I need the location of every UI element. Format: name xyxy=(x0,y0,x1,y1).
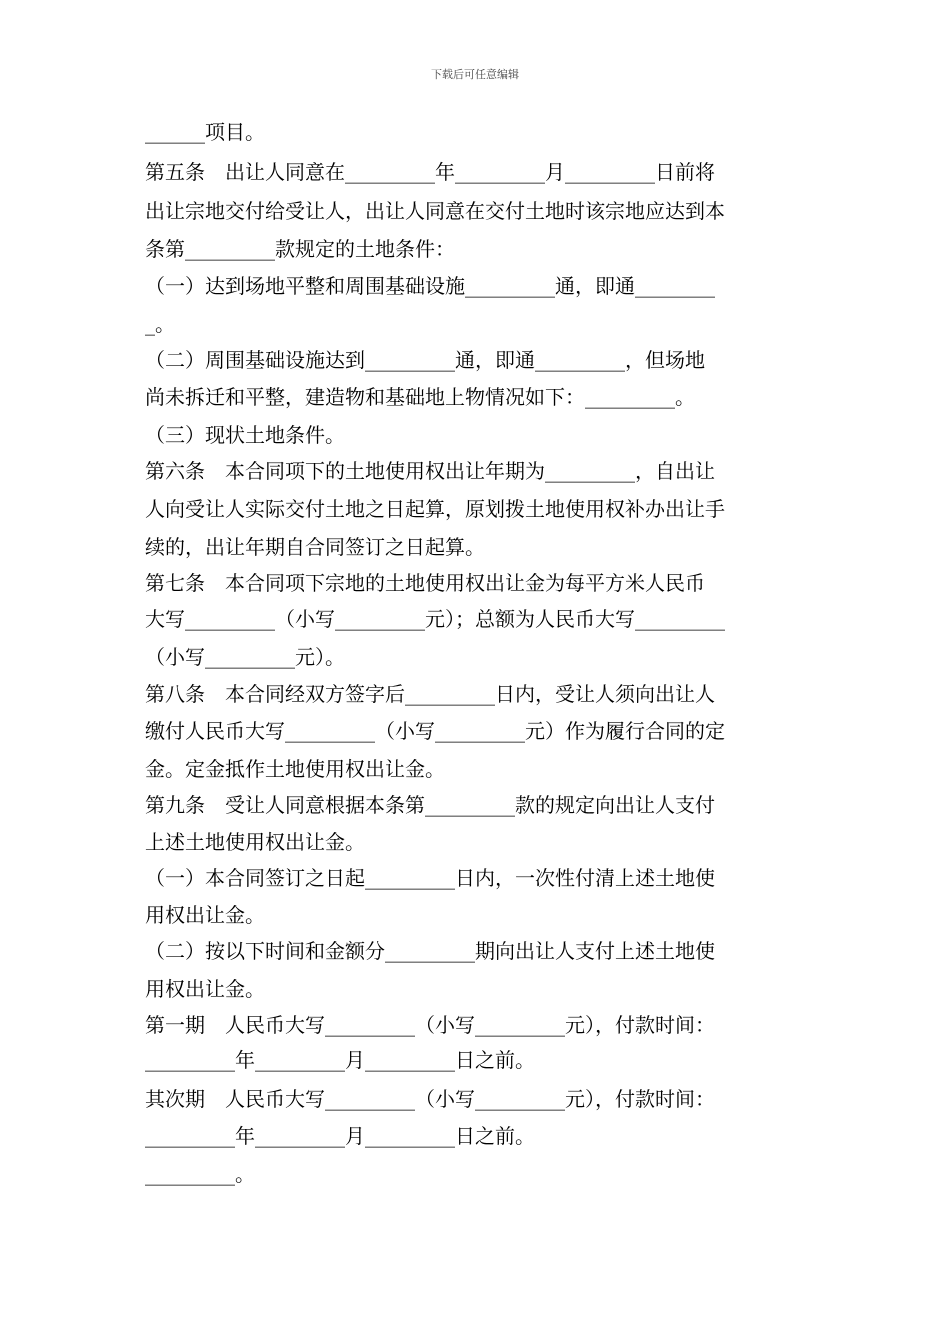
text-line: 第一期 人民币大写_________（小写_________元），付款时间： xyxy=(145,1013,715,1037)
text-line: 用权出让金。 xyxy=(145,977,265,1001)
text-line: （三）现状土地条件。 xyxy=(145,423,345,447)
text-line: _。 xyxy=(145,312,175,336)
text-line: 第八条 本合同经双方签字后_________日内，受让人须向出让人 xyxy=(145,682,715,706)
text-line: 条第_________款规定的土地条件： xyxy=(145,237,455,261)
text-line: _________年_________月_________日之前。 xyxy=(145,1124,535,1148)
text-line: 第六条 本合同项下的土地使用权出让年期为_________，自出让 xyxy=(145,459,715,483)
text-line: 金。定金抵作土地使用权出让金。 xyxy=(145,757,445,781)
text-line: 第七条 本合同项下宗地的土地使用权出让金为每平方米人民币 xyxy=(145,571,705,595)
text-line: 人向受让人实际交付土地之日起算，原划拨土地使用权补办出让手 xyxy=(145,497,725,521)
text-line: （二）按以下时间和金额分_________期向出让人支付上述土地使 xyxy=(145,939,715,963)
text-line: 上述土地使用权出让金。 xyxy=(145,830,365,854)
text-line: （一）本合同签订之日起_________日内，一次性付清上述土地使 xyxy=(145,866,715,890)
text-line: 其次期 人民币大写_________（小写_________元），付款时间： xyxy=(145,1087,715,1111)
text-line: 第五条 出让人同意在_________年_________月_________日前将 xyxy=(145,160,715,184)
text-line: ______项目。 xyxy=(145,120,265,144)
text-line: 尚未拆迁和平整，建造物和基础地上物情况如下：_________。 xyxy=(145,385,695,409)
page-header-note: 下载后可任意编辑 xyxy=(431,68,519,81)
text-line: 缴付人民币大写_________（小写_________元）作为履行合同的定 xyxy=(145,719,725,743)
text-line: （二）周围基础设施达到_________通，即通_________，但场地 xyxy=(145,348,705,372)
text-line: _________年_________月_________日之前。 xyxy=(145,1048,535,1072)
text-line: 续的，出让年期自合同签订之日起算。 xyxy=(145,535,485,559)
text-line: 第九条 受让人同意根据本条第_________款的规定向出让人支付 xyxy=(145,793,715,817)
text-line: 用权出让金。 xyxy=(145,903,265,927)
text-line: 大写_________（小写_________元）；总额为人民币大写_________ xyxy=(145,607,725,631)
text-line: 出让宗地交付给受让人，出让人同意在交付土地时该宗地应达到本 xyxy=(145,199,725,223)
text-line: _________。 xyxy=(145,1162,255,1186)
text-line: （一）达到场地平整和周围基础设施_________通，即通________ xyxy=(145,274,715,298)
text-line: （小写_________元）。 xyxy=(145,645,345,669)
